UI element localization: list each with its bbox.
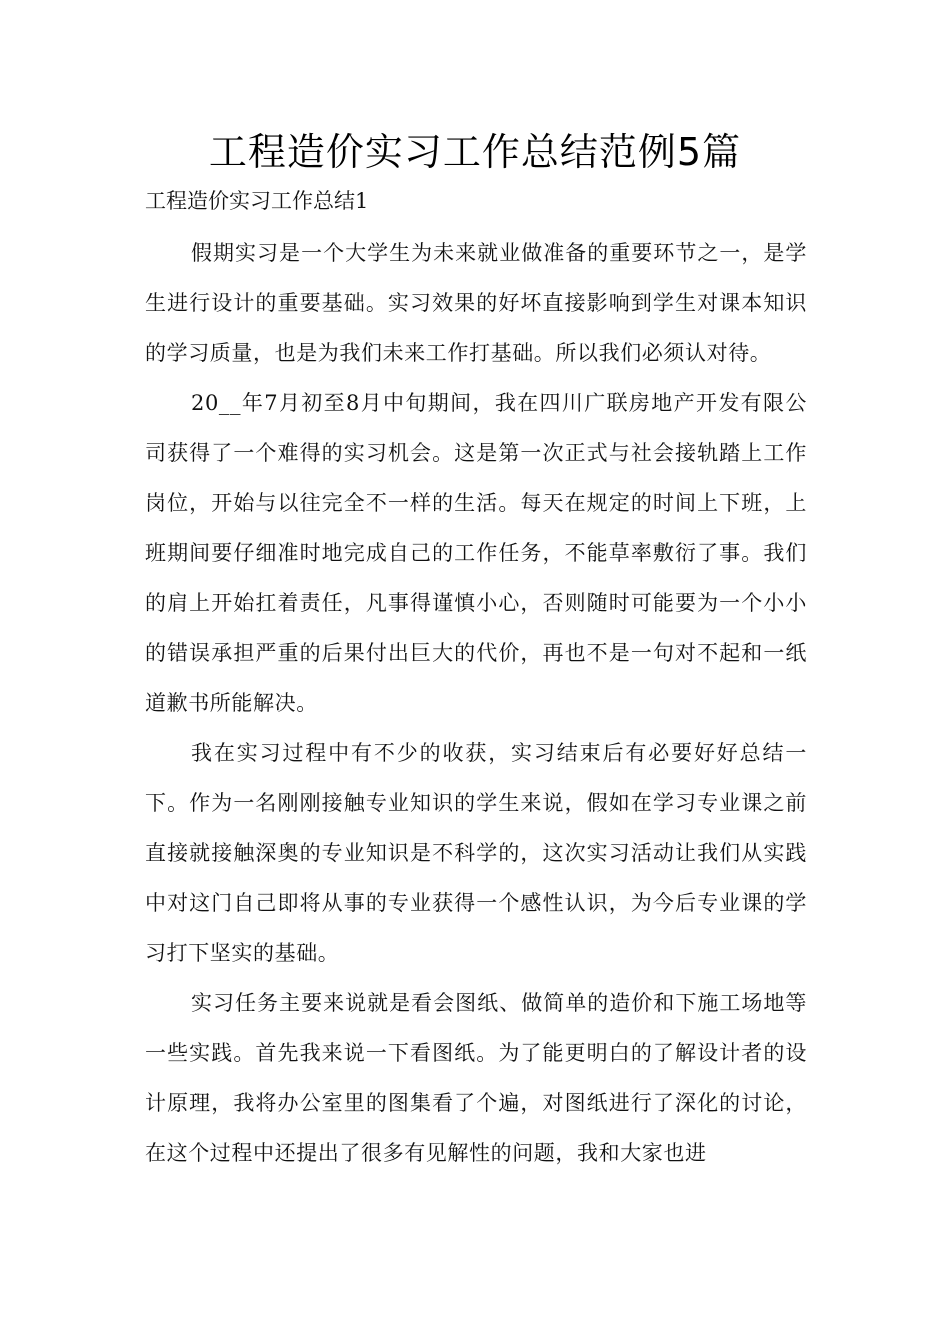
- section-heading: 工程造价实习工作总结1: [145, 189, 369, 213]
- paragraph: 我在实习过程中有不少的收获，实习结束后有必要好好总结一下。作为一名刚刚接触专业知识的学生来说，假如在学习专业课之前直接就接触深奥的专业知识是不科学的，这次实习活动让我们从实践中对这门自己即将从事的专业获得一个感性认识，为今后专业课的学习打下坚实的基础。: [145, 741, 807, 965]
- document-body: [145, 228, 807, 1178]
- paragraph: 实习任务主要来说就是看会图纸、做简单的造价和下施工场地等一些实践。首先我来说一下看图纸。为了能更明白的了解设计者的设计原理，我将办公室里的图集看了个遍，对图纸进行了深化的讨论，在这个过程中还提出了很多有见解性的问题，我和大家也进: [145, 991, 807, 1165]
- paragraph: 假期实习是一个大学生为未来就业做准备的重要环节之一，是学生进行设计的重要基础。实习效果的好坏直接影响到学生对课本知识的学习质量，也是为我们未来工作打基础。所以我们必须认对待。: [145, 241, 807, 365]
- paragraph: 20__年7月初至8月中旬期间，我在四川广联房地产开发有限公司获得了一个难得的实习机会。这是第一次正式与社会接轨踏上工作岗位，开始与以往完全不一样的生活。每天在规定的时间上下班，上班期间要仔细准时地完成自己的工作任务，不能草率敷衍了事。我们的肩上开始扛着责任，凡事得谨慎小心，否则随时可能要为一个小小的错误承担严重的后果付出巨大的代价，再也不是一句对不起和一纸道歉书所能解决。: [145, 391, 807, 715]
- document-title: 工程造价实习工作总结范例5篇: [208, 130, 742, 174]
